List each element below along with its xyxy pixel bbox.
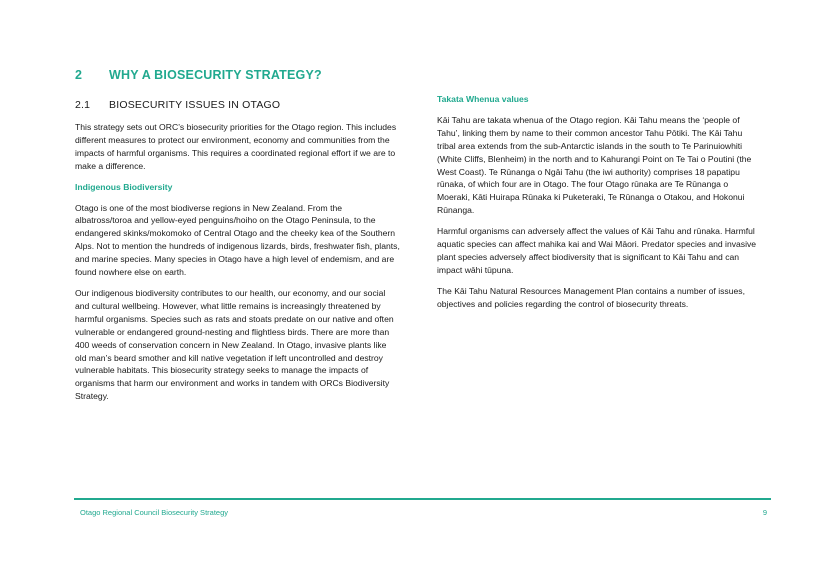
section-number: 2 bbox=[75, 68, 83, 82]
footer-divider bbox=[74, 498, 771, 500]
section-heading bbox=[75, 68, 322, 82]
footer-page-number: 9 bbox=[762, 508, 767, 517]
right-column bbox=[437, 93, 762, 319]
section-title: WHY A BIOSECURITY STRATEGY? bbox=[109, 68, 322, 82]
subsection-number: 2.1 bbox=[75, 99, 91, 111]
subsection-title: BIOSECURITY ISSUES IN OTAGO bbox=[109, 99, 281, 111]
indigenous-paragraph-2: Our indigenous biodiversity contributes to our health, our economy, and our social and cultural wellbeing. However, what little remains is increasingly threatened by harmful organisms. Species such as rats and stoats predate on our native and often vulnerable or endangered ground-nesting and flightless birds. There are more than 400 weeds of conservation concern in New Zealand. In Otago, invasive plants like old man’s beard smother and kill native vegetation if left uncontrolled and destroy vulnerable habitats. This biosecurity strategy seeks to manage the impacts of organisms that harm our environment and works in tandem with ORCs Biodiversity Strategy. bbox=[75, 287, 394, 402]
indigenous-biodiversity-heading: Indigenous Biodiversity bbox=[75, 181, 173, 192]
intro-paragraph: This strategy sets out ORC’s biosecurity priorities for the Otago region. This includes different measures to protect our environment, economy and communities from the impacts of harmful organisms. This requires a coordinated regional effort if we are to make a difference. bbox=[75, 122, 397, 171]
takata-paragraph-3: The Kāi Tahu Natural Resources Management Plan contains a number of issues, objectives and policies regarding the control of biosecurity threats. bbox=[437, 285, 745, 309]
left-column bbox=[75, 121, 400, 411]
takata-paragraph-1: Kāi Tahu are takata whenua of the Otago region. Kāi Tahu means the ‘people of Tahu’, linking them by name to their common ancestor Tahu Pōtiki. The Kāi Tahu tribal area extends from the sub-Antarctic islands in the south to Te Parinuiowhiti (White Cliffs, Blenheim) in the north and to Kahurangi Point on Te Tai o Poutini (the West Coast). Te Rūnanga o Ngāi Tahu (the iwi authority) comprises 18 papatipu rūnaka, of which four are in Otago. The four Otago rūnaka are Te Rūnanga o Moeraki, Kāti Huirapa Rūnaka ki Puketeraki, Te Rūnanga o Otakou, and Hokonui Rūnanga. bbox=[437, 114, 752, 216]
subsection-heading bbox=[75, 99, 280, 111]
takata-paragraph-2: Harmful organisms can adversely affect the values of Kāi Tahu and rūnaka. Harmful aquatic species can affect mahika kai and Wai Māori. Predator species and invasive plant species adversely affect biodiversity that is significant to Kāi Tahu and can impact wāhi tūpuna. bbox=[437, 226, 757, 275]
takata-whenua-heading: Takata Whenua values bbox=[437, 94, 529, 104]
indigenous-paragraph-1: Otago is one of the most biodiverse regions in New Zealand. From the albatross/toroa and yellow-eyed penguins/hoiho on the Otago Peninsula, to the endangered skinks/mokomoko of Central Otago and the cheeky kea of the Southern Alps. Not to mention the hundreds of indigenous lizards, birds, freshwater fish, plants, and marine species. Many species in Otago have a high level of endemism, and are found nowhere else on earth. bbox=[75, 202, 400, 278]
footer-document-title: Otago Regional Council Biosecurity Strategy bbox=[80, 508, 228, 517]
